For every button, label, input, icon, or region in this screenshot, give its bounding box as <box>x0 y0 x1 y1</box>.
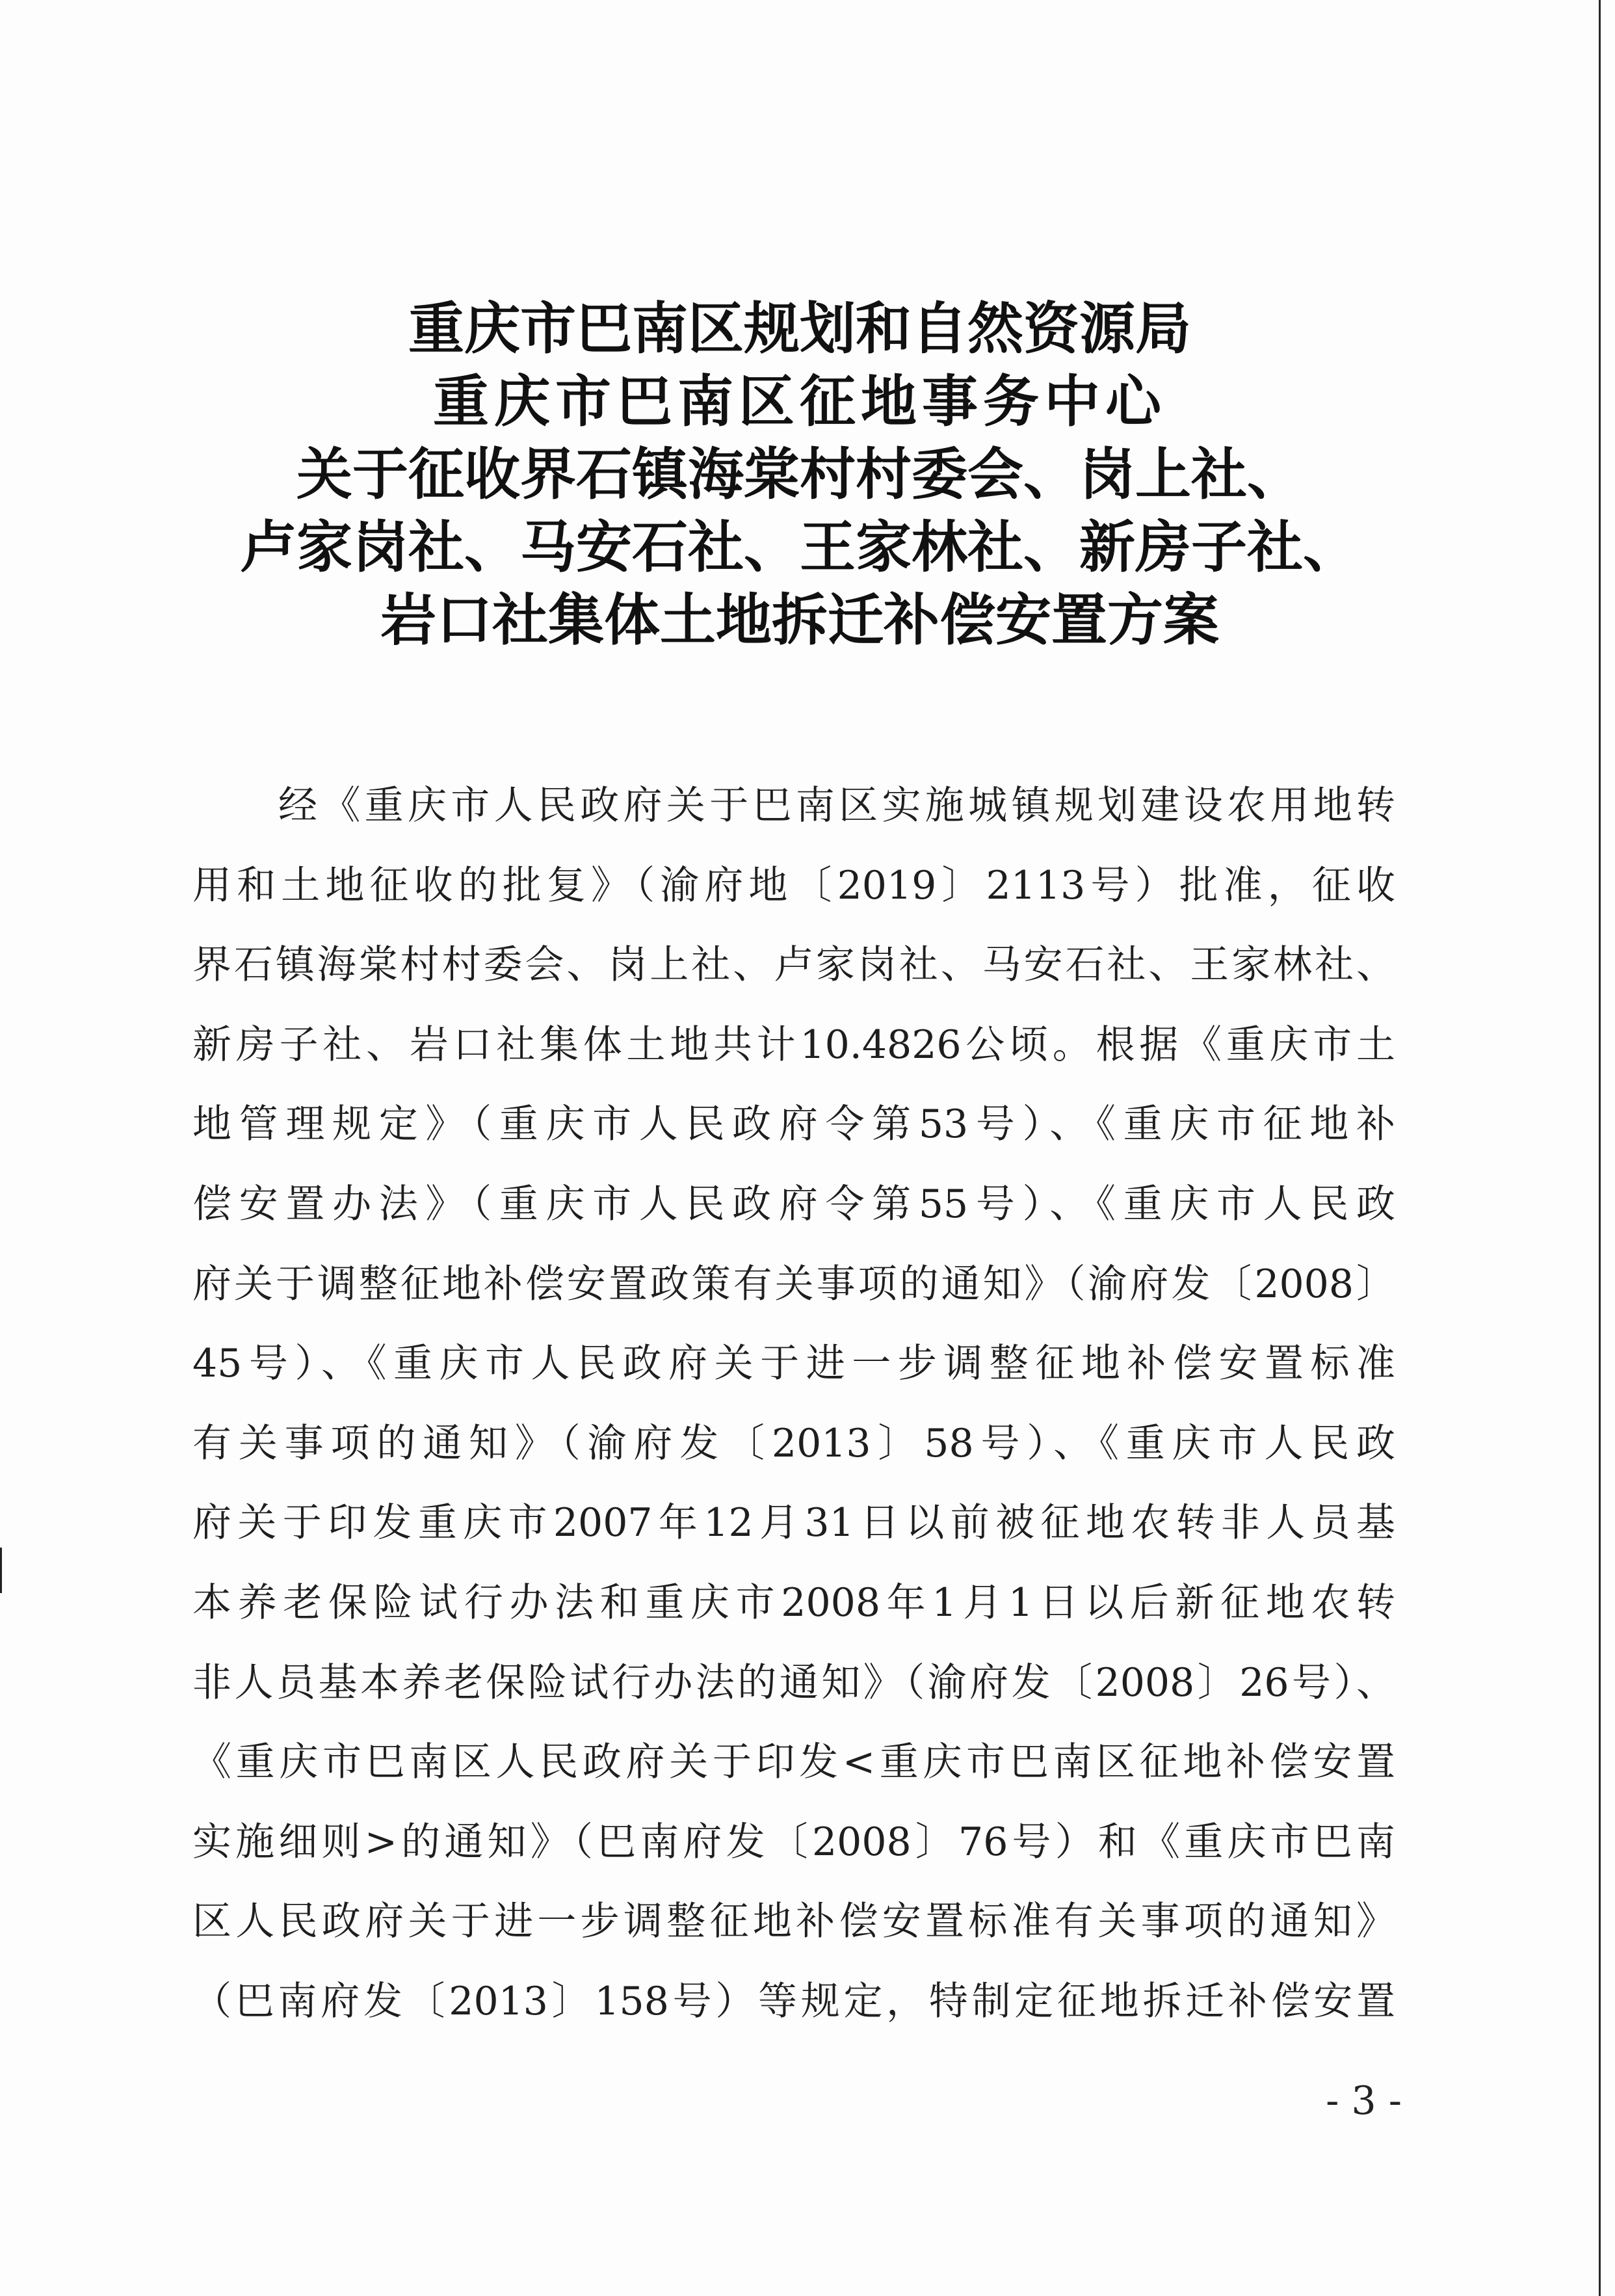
page-number: - 3 - <box>1326 2078 1402 2124</box>
body-line: 府关于印发重庆市2007年12月31日以前被征地农转非人员基 <box>192 1500 1395 1546</box>
page-edge-border <box>1599 0 1601 2296</box>
body-line: 新房子社、岩口社集体土地共计10.4826公顷。根据《重庆市土 <box>192 1022 1395 1068</box>
body-line: 经《重庆市人民政府关于巴南区实施城镇规划建设农用地转 <box>278 783 1395 828</box>
title-line: 重庆市巴南区规划和自然资源局 <box>408 296 1191 362</box>
body-line: 《重庆市巴南区人民政府关于印发<重庆市巴南区征地补偿安置 <box>192 1739 1395 1786</box>
title-line: 卢家岗社、马安石社、王家林社、新房子社、 <box>241 514 1359 580</box>
body-line: 偿安置办法》（重庆市人民政府令第55号）、《重庆市人民政 <box>192 1181 1395 1227</box>
body-line: 实施细则>的通知》（巴南府发〔2008〕76号）和《重庆市巴南 <box>192 1819 1395 1865</box>
body-line: 本养老保险试行办法和重庆市2008年1月1日以后新征地农转 <box>192 1579 1395 1626</box>
document-title <box>130 293 1469 657</box>
body-line: 地管理规定》（重庆市人民政府令第53号）、《重庆市征地补 <box>192 1102 1395 1148</box>
title-line: 关于征收界石镇海棠村村委会、岗上社、 <box>296 442 1303 507</box>
body-line: 区人民政府关于进一步调整征地补偿安置标准有关事项的通知》 <box>192 1899 1395 1945</box>
scan-edge-mark <box>0 1548 2 1593</box>
body-line: 非人员基本养老保险试行办法的通知》（渝府发〔2008〕26号）、 <box>192 1659 1395 1706</box>
body-paragraph <box>192 766 1395 2042</box>
body-line: （巴南府发〔2013〕158号）等规定，特制定征地拆迁补偿安置 <box>192 1978 1395 2024</box>
title-line: 岩口社集体土地拆迁补偿安置方案 <box>380 587 1219 653</box>
title-line: 重庆市巴南区征地事务中心 <box>433 369 1166 434</box>
body-line: 界石镇海棠村村委会、岗上社、卢家岗社、马安石社、王家林社、 <box>192 942 1395 988</box>
body-line: 府关于调整征地补偿安置政策有关事项的通知》（渝府发〔2008〕 <box>192 1261 1395 1307</box>
body-line: 有关事项的通知》（渝府发〔2013〕58号）、《重庆市人民政 <box>192 1420 1395 1466</box>
body-line: 用和土地征收的批复》（渝府地〔2019〕2113号）批准，征收 <box>192 862 1395 908</box>
body-line: 45号）、《重庆市人民政府关于进一步调整征地补偿安置标准 <box>192 1341 1395 1387</box>
